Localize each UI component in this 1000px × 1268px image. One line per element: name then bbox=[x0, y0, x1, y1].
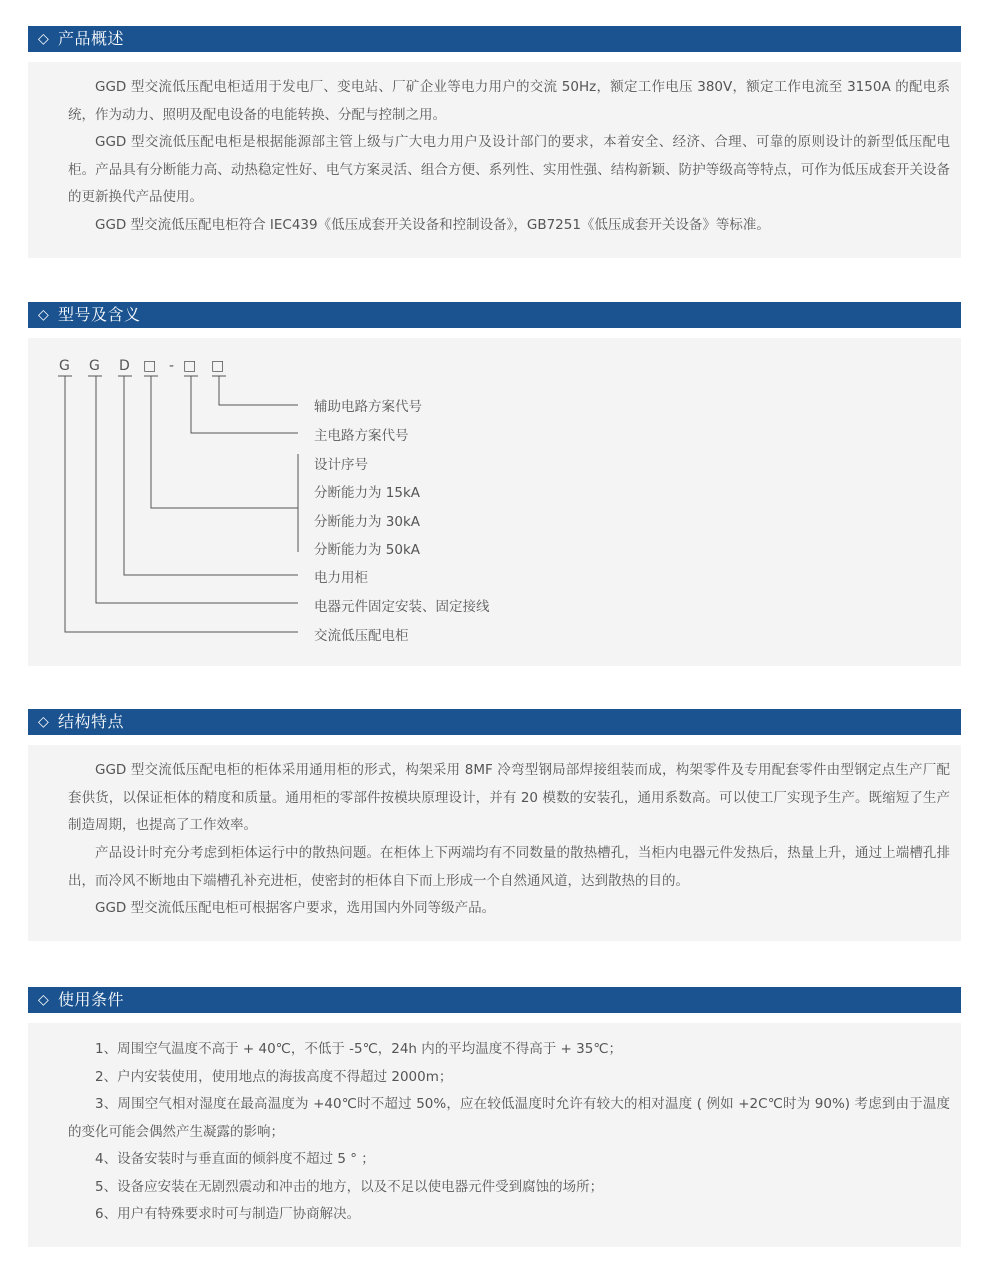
code-box-1: □ bbox=[143, 358, 157, 374]
overview-paragraph-3: GGD 型交流低压配电柜符合 IEC439《低压成套开关设备和控制设备》，GB7251《低压成套开关设备》等标准。 bbox=[95, 217, 770, 233]
conditions-panel bbox=[28, 1023, 961, 1247]
overview-panel bbox=[28, 62, 961, 258]
list-item: 6、用户有特殊要求时可与制造厂协商解决。 bbox=[95, 1206, 361, 1222]
code-dash: - bbox=[169, 358, 175, 374]
list-item: 4、设备安装时与垂直面的倾斜度不超过 5 ° ； bbox=[95, 1151, 375, 1167]
label-main-circuit: 主电路方案代号 bbox=[314, 428, 409, 444]
list-item: 1、周围空气温度不高于 + 40℃，不低于 -5℃，24h 内的平均温度不得高于 + 35℃； bbox=[95, 1041, 622, 1057]
structure-paragraph-2: 产品设计时充分考虑到柜体运行中的散热问题。在柜体上下两端均有不同数量的散热槽孔，当柜内电器元件发热后，热量上升，通过上端槽孔排出，而冷风不断地由下端槽孔补充进柜，使密封的柜体自下而上形成一个自然通风道，达到散热的目的。 bbox=[68, 845, 950, 889]
overview-paragraph-1: GGD 型交流低压配电柜适用于发电厂、变电站、厂矿企业等电力用户的交流 50Hz，额定工作电压 380V，额定工作电流至 3150A 的配电系统，作为动力、照明及配电设备的电能转换、分配与控制之用。 bbox=[68, 79, 950, 123]
code-letter-g2: G bbox=[89, 358, 100, 374]
section-title: 产品概述 bbox=[58, 29, 125, 48]
code-letter-g1: G bbox=[59, 358, 70, 374]
structure-paragraph-1: GGD 型交流低压配电柜的柜体采用通用柜的形式，构架采用 8MF 冷弯型钢局部焊接组装而成，构架零件及专用配套零件由型钢定点生产厂配套供货，以保证柜体的精度和质量。通用柜的零部件按模块原理设计，并有 20 模数的安装孔，通用系数高。可以使工厂实现予生产。既缩短了生产制造周期，也提高了工作效率。 bbox=[68, 762, 950, 833]
label-breaking-30ka: 分断能力为 30kA bbox=[314, 514, 421, 530]
conditions-list bbox=[68, 1036, 950, 1229]
label-aux-circuit: 辅助电路方案代号 bbox=[314, 399, 422, 415]
list-item: 2、户内安装使用，使用地点的海拔高度不得超过 2000m； bbox=[95, 1068, 453, 1085]
structure-paragraph-3: GGD 型交流低压配电柜可根据客户要求，选用国内外同等级产品。 bbox=[95, 900, 496, 916]
list-item: 3、周围空气相对湿度在最高温度为 +40℃时不超过 50%，应在较低温度时允许有较大的相对温度 ( 例如 +2C℃时为 90%) 考虑到由于温度的变化可能会偶然产生凝露的影响； bbox=[68, 1096, 950, 1140]
model-panel bbox=[28, 338, 961, 666]
diamond-icon: ◇ bbox=[38, 307, 49, 323]
diamond-icon: ◇ bbox=[38, 714, 49, 730]
section-header-model bbox=[28, 302, 961, 328]
code-box-2: □ bbox=[183, 358, 197, 374]
label-breaking-15ka: 分断能力为 15kA bbox=[314, 485, 421, 501]
label-power-cabinet: 电力用柜 bbox=[314, 570, 368, 586]
label-fixed-install: 电器元件固定安装、固定接线 bbox=[314, 599, 490, 615]
diamond-icon: ◇ bbox=[38, 992, 49, 1008]
section-title: 使用条件 bbox=[58, 990, 125, 1009]
section-title: 结构特点 bbox=[58, 712, 125, 731]
section-header-structure bbox=[28, 709, 961, 735]
code-letter-d: D bbox=[119, 358, 130, 374]
list-item: 5、设备应安装在无剧烈震动和冲击的地方，以及不足以使电器元件受到腐蚀的场所； bbox=[95, 1178, 604, 1195]
structure-panel bbox=[28, 745, 961, 941]
connector-lines bbox=[58, 376, 298, 632]
label-ac-lv-cabinet: 交流低压配电柜 bbox=[314, 628, 409, 644]
model-code-diagram bbox=[28, 338, 961, 666]
section-header-conditions bbox=[28, 987, 961, 1013]
label-design-seq: 设计序号 bbox=[314, 457, 368, 473]
label-breaking-50ka: 分断能力为 50kA bbox=[314, 542, 421, 558]
section-title: 型号及含义 bbox=[58, 305, 141, 324]
diamond-icon: ◇ bbox=[38, 31, 49, 47]
section-header-overview bbox=[28, 26, 961, 52]
code-box-3: □ bbox=[211, 358, 225, 374]
overview-paragraph-2: GGD 型交流低压配电柜是根据能源部主管上级与广大电力用户及设计部门的要求，本着安全、经济、合理、可靠的原则设计的新型低压配电柜。产品具有分断能力高、动热稳定性好、电气方案灵活、组合方便、系列性、实用性强、结构新颖、防护等级高等特点，可作为低压成套开关设备的更新换代产品使用。 bbox=[68, 134, 950, 205]
